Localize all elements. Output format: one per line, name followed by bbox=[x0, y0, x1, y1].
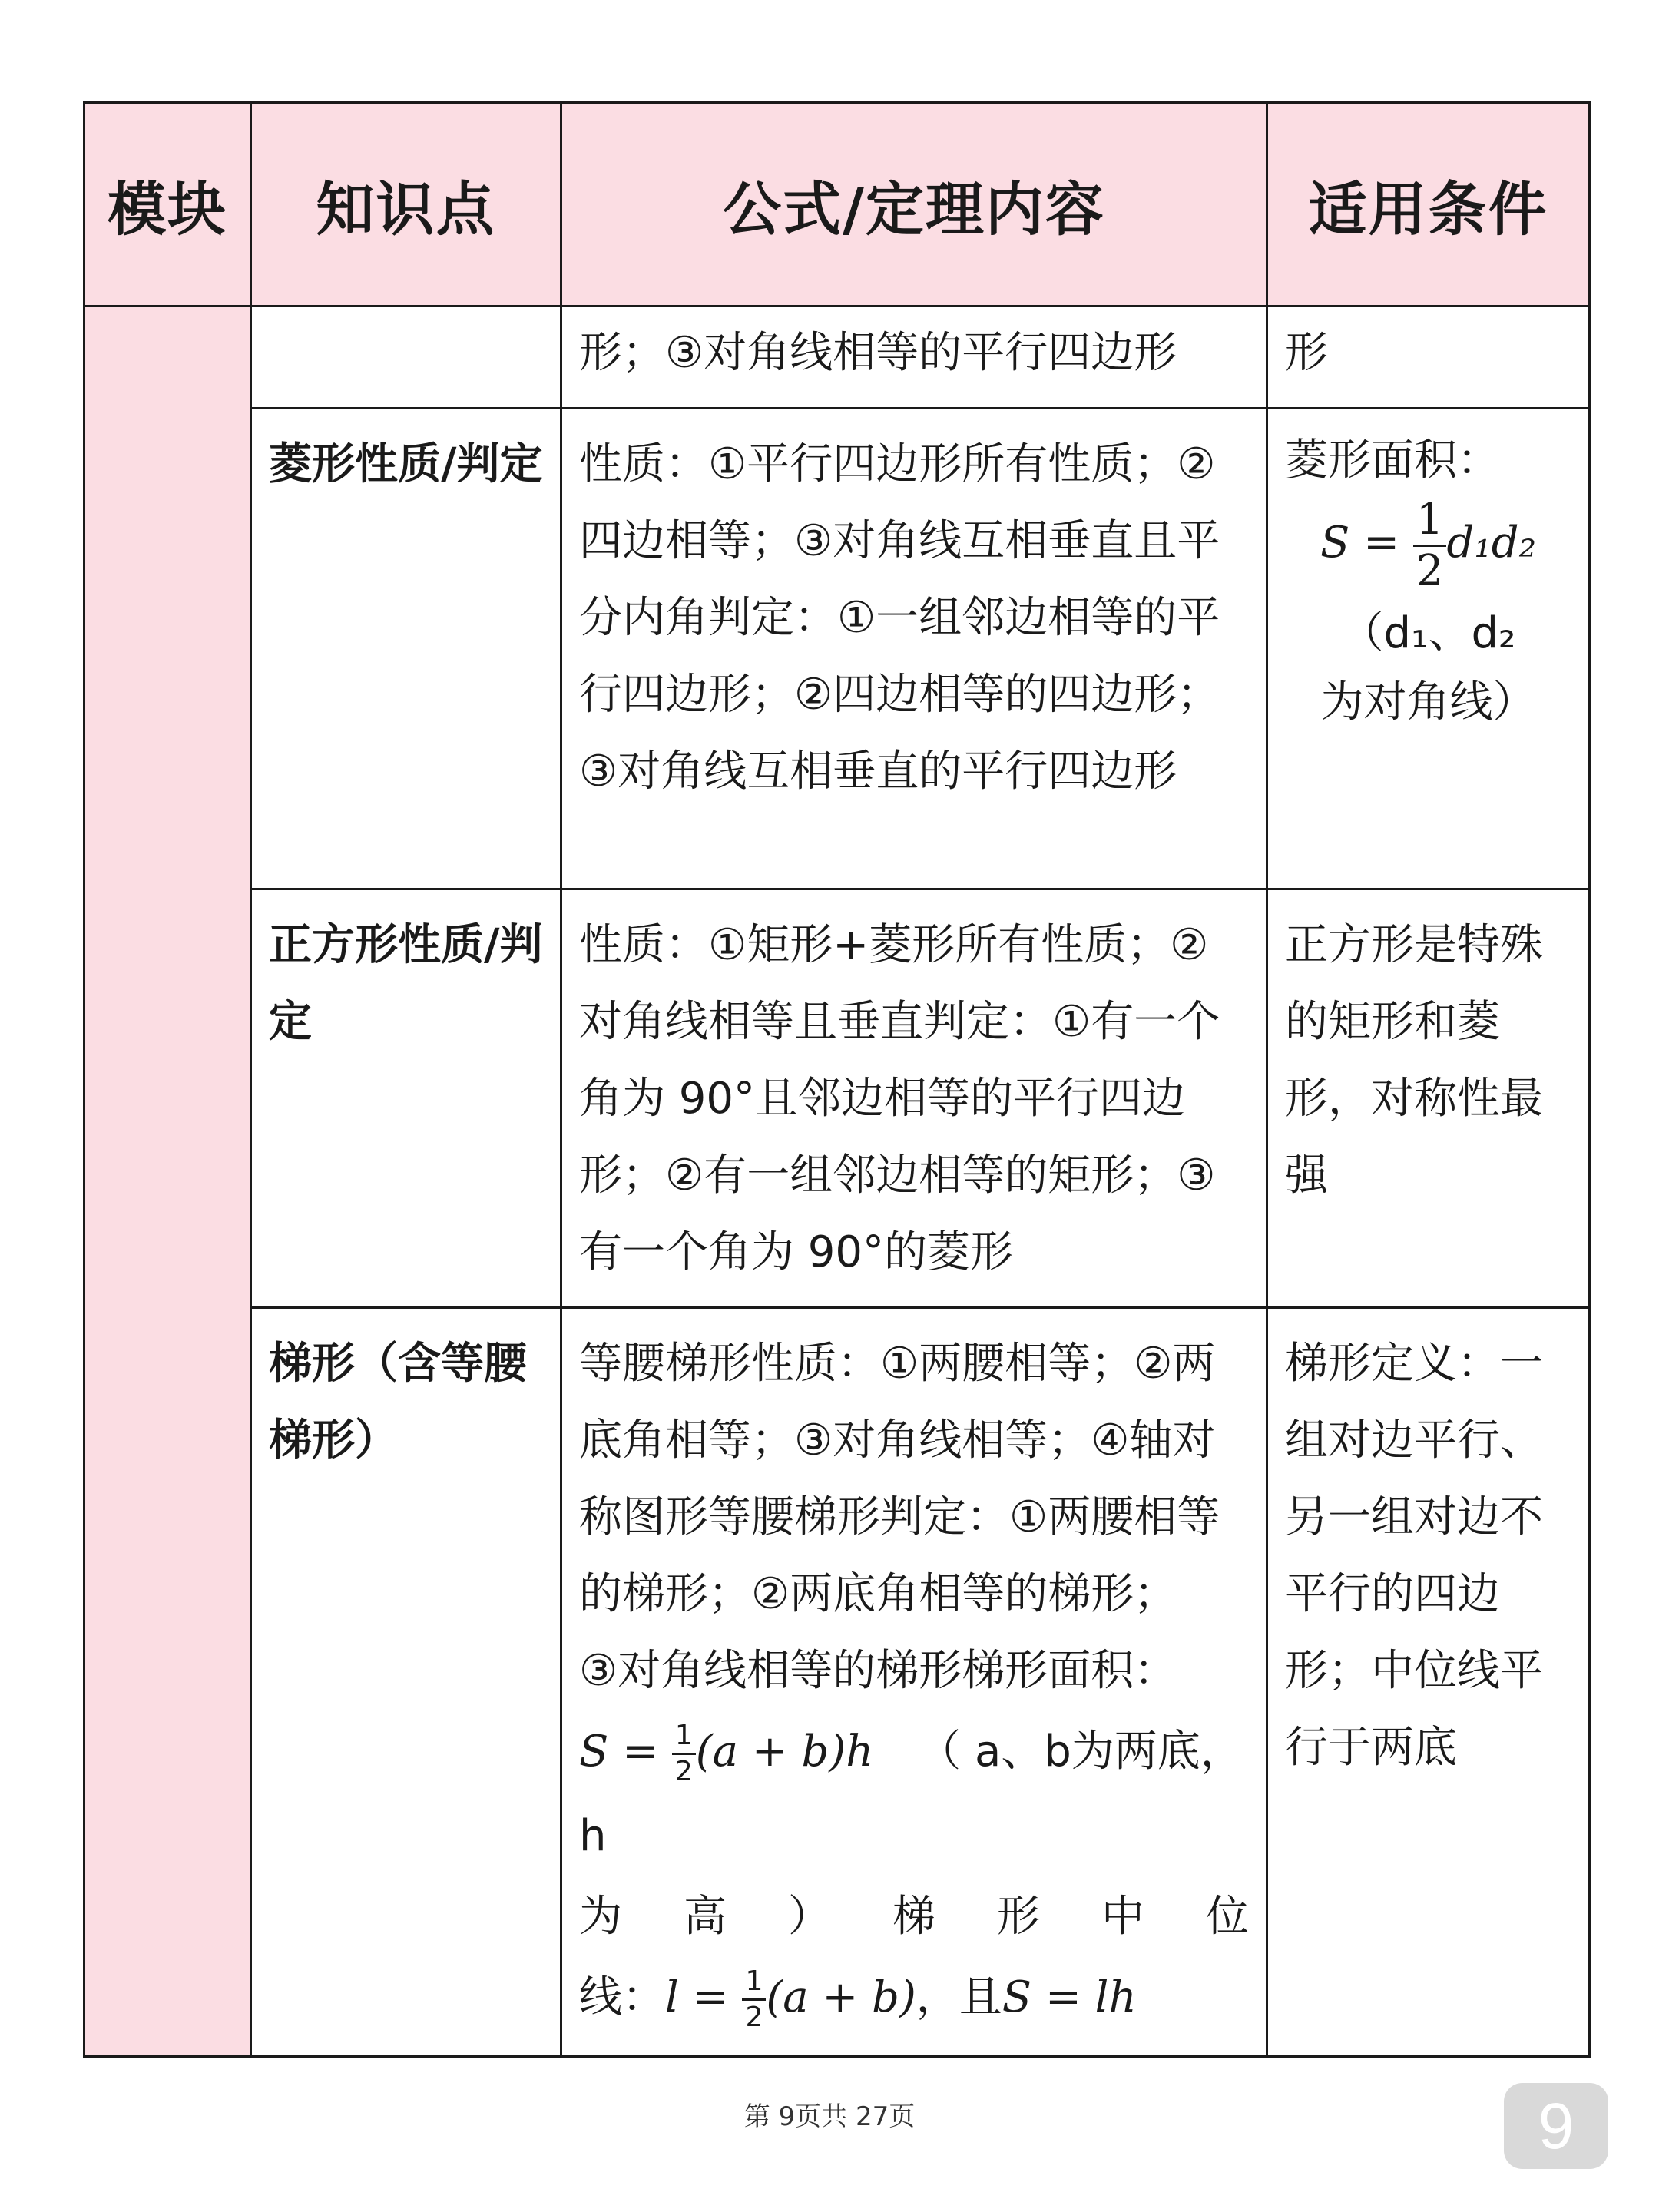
rhombus-area-formula: S = $\frac{1}{2}$ d₁d₂ bbox=[1320, 495, 1537, 596]
formula-cell: 形；③对角线相等的平行四边形 bbox=[561, 306, 1267, 409]
table-header-row bbox=[84, 103, 1590, 306]
condition-cell bbox=[1267, 409, 1590, 889]
condition-cell: 梯形定义：一组对边平行、另一组对边不平行的四边形；中位线平行于两底 bbox=[1267, 1308, 1590, 2057]
knowledge-point-cell bbox=[251, 306, 561, 409]
condition-cell: 形 bbox=[1267, 306, 1590, 409]
page-number-badge: 9 bbox=[1504, 2083, 1608, 2169]
rhombus-area-note-2: 为对角线） bbox=[1320, 677, 1536, 727]
table-row bbox=[84, 889, 1590, 1308]
formula-cell bbox=[561, 1308, 1267, 2057]
header-knowledge-point: 知识点 bbox=[251, 103, 561, 306]
trapezoid-properties: 等腰梯形性质：①两腰相等；②两底角相等；③对角线相等；④轴对称图形等腰梯形判定：①两腰相等的梯形；②两底角相等的梯形； bbox=[579, 1339, 1220, 1619]
knowledge-point-cell: 梯形（含等腰梯形） bbox=[251, 1308, 561, 2057]
condition-cell: 正方形是特殊的矩形和菱形，对称性最强 bbox=[1267, 889, 1590, 1308]
trapezoid-midline-formula: 线：l = $\frac{1}{2}$ (a + b)，且S = lh bbox=[579, 1965, 1137, 2034]
module-cell bbox=[84, 306, 251, 409]
module-cell bbox=[84, 409, 251, 889]
knowledge-table bbox=[83, 101, 1591, 2058]
page-footer: 第 9页共 27页 bbox=[743, 2101, 916, 2132]
knowledge-point-cell: 菱形性质/判定 bbox=[251, 409, 561, 889]
header-module: 模块 bbox=[84, 103, 251, 306]
knowledge-point-cell: 正方形性质/判定 bbox=[251, 889, 561, 1308]
rhombus-area-note: （d₁、d₂ bbox=[1340, 608, 1516, 658]
table-row bbox=[84, 409, 1590, 889]
table-row bbox=[84, 306, 1590, 409]
formula-cell: 性质：①矩形+菱形所有性质；②对角线相等且垂直判定：①有一个角为 90°且邻边相等的平行四边形；②有一组邻边相等的矩形；③有一个角为 90°的菱形 bbox=[561, 889, 1267, 1308]
header-condition: 适用条件 bbox=[1267, 103, 1590, 306]
header-formula: 公式/定理内容 bbox=[561, 103, 1267, 306]
module-cell bbox=[84, 1308, 251, 2057]
trapezoid-midline-label: 为 高 ） 梯 形 中 位 bbox=[579, 1892, 1249, 1942]
trapezoid-judgement: ③对角线相等的梯形梯形面积： bbox=[579, 1646, 1177, 1696]
formula-cell: 性质：①平行四边形所有性质；②四边相等；③对角线互相垂直且平分内角判定：①一组邻边相等的平行四边形；②四边相等的四边形；③对角线互相垂直的平行四边形 bbox=[561, 409, 1267, 889]
module-cell bbox=[84, 889, 251, 1308]
rhombus-area-title: 菱形面积： bbox=[1285, 435, 1500, 485]
table-row bbox=[84, 1308, 1590, 2057]
trapezoid-area-formula: S = $\frac{1}{2}$ (a + b)h （ a、b为两底，h bbox=[579, 1720, 1243, 1861]
